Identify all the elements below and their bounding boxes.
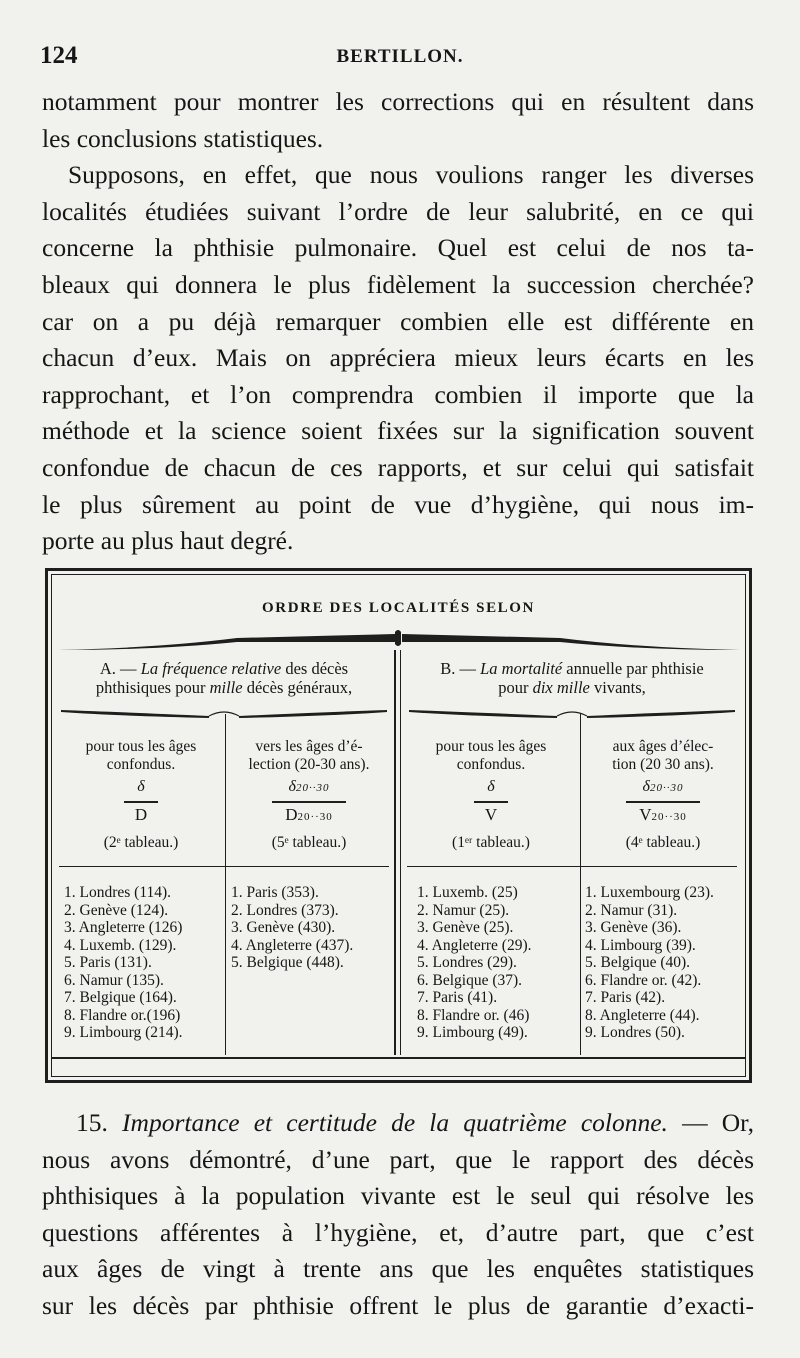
text-line: rapprochant, et l’on comprendra combien il importe que la — [42, 379, 754, 409]
list-item: 9. Limbourg (49). — [417, 1024, 528, 1041]
list-item: 5. Londres (29). — [417, 954, 517, 971]
list-item: 9. Londres (50). — [585, 1024, 685, 1041]
column-divider — [580, 714, 581, 1055]
list-item: 2. Namur (25). — [417, 901, 510, 919]
list-item: 8. Angleterre (44). — [585, 1006, 700, 1024]
column-2-table-ref: (5ᵉ tableau.) — [271, 834, 347, 851]
header-separator — [59, 866, 389, 867]
list-item: 3. Genève (430). — [231, 919, 336, 936]
list-item: 5. Paris (131). — [64, 954, 152, 971]
section-15 — [42, 1105, 754, 1325]
column-3-heading: pour tous les âges confondus. — [435, 738, 547, 773]
list-item: 4. Angleterre (437). — [231, 936, 354, 954]
list-item: 6. Flandre or. (42). — [585, 971, 702, 989]
header-separator — [407, 866, 737, 867]
list-item: 2. Namur (31). — [585, 901, 678, 919]
column-2-heading: vers les âges d’é- lection (20-30 ans). — [248, 738, 370, 773]
list-item: 8. Flandre or.(196) — [64, 1006, 181, 1024]
text-line: car on a pu déjà remarquer combien elle est différente en — [42, 306, 754, 336]
text-line: questions afférentes à l’hygiène, et, d’autre part, que c’est — [42, 1217, 754, 1247]
text-line: porte au plus haut degré. — [42, 526, 294, 556]
intro-paragraphs — [42, 84, 754, 560]
list-item: 4. Limbourg (39). — [585, 936, 696, 954]
text-line: bleaux qui donnera le plus fidèlement la succession cherchée? — [42, 269, 754, 299]
text-line: sur les décès par phthisie offrent le plus de garantie d’exacti- — [42, 1290, 754, 1320]
list-item: 6. Belgique (37). — [417, 971, 523, 989]
text-line: le plus sûrement au point de vue d’hygiène, qui nous im- — [42, 489, 754, 519]
list-item: 2. Londres (373). — [231, 901, 339, 919]
text-line: les conclusions statistiques. — [42, 123, 324, 153]
column-2-ranking — [231, 884, 353, 972]
title-rule — [57, 626, 740, 654]
section-heading-line: 15. Importance et certitude de la quatrième colonne. — Or, — [76, 1108, 755, 1137]
localities-table — [45, 568, 752, 1083]
list-item: 2. Genève (124). — [64, 901, 169, 919]
column-1-heading: pour tous les âges confondus. — [85, 738, 197, 773]
list-item: 7. Paris (42). — [585, 989, 666, 1006]
page-header — [40, 42, 760, 76]
list-item: 1. Londres (114). — [64, 884, 172, 901]
center-divider — [394, 650, 396, 1055]
text-line: méthode et la science soient fixées sur la signification souvent — [42, 416, 754, 446]
column-4-ranking — [585, 884, 714, 1042]
column-3-table-ref: (1ᵉʳ tableau.) — [452, 834, 530, 851]
column-1-table-ref: (2ᵉ tableau.) — [103, 834, 179, 851]
list-item: 1. Luxembourg (23). — [585, 884, 714, 901]
list-item: 6. Namur (135). — [64, 971, 164, 989]
center-divider-inner — [400, 650, 401, 1055]
list-item: 7. Paris (41). — [417, 989, 498, 1006]
column-3-ranking — [417, 884, 532, 1042]
page-number: 124 — [40, 42, 78, 69]
section-b-heading: B. — La mortalité annuelle par phthisie pour dix mille vivants, — [440, 659, 704, 697]
list-item: 5. Belgique (40). — [585, 954, 691, 971]
column-4-heading: aux âges d’élec- tion (20 30 ans). — [612, 738, 714, 773]
column-4-table-ref: (4ᵉ tableau.) — [625, 834, 701, 851]
list-item: 1. Paris (353). — [231, 884, 319, 901]
list-item: 3. Genève (25). — [417, 919, 514, 936]
section-a-rule — [59, 704, 389, 720]
list-item: 3. Genève (36). — [585, 919, 682, 936]
text-line: chacun d’eux. Mais on appréciera mieux leurs écarts en les — [42, 343, 754, 373]
section-a-heading: A. — La fréquence relative des décès phthisiques pour mille décès généraux, — [95, 659, 353, 697]
column-2-ratio: δ20··30 D20··30 — [227, 778, 391, 827]
text-line: nous avons démontré, d’une part, que le rapport des décès — [42, 1144, 754, 1174]
list-item: 1. Luxemb. (25) — [417, 884, 518, 901]
text-line: phthisiques à la population vivante est le seul qui résolve les — [42, 1181, 754, 1211]
section-number: 15. — [76, 1108, 108, 1137]
table-bottom-rule — [51, 1057, 746, 1059]
list-item: 7. Belgique (164). — [64, 989, 177, 1006]
list-item: 4. Luxemb. (129). — [64, 936, 177, 954]
text-line: aux âges de vingt à trente ans que les enquêtes statistiques — [42, 1254, 754, 1284]
list-item: 5. Belgique (448). — [231, 954, 344, 971]
column-divider — [225, 714, 226, 1055]
column-3-ratio: δ V — [405, 778, 577, 827]
table-title: ORDRE DES LOCALITÉS SELON — [262, 600, 535, 616]
list-item: 4. Angleterre (29). — [417, 936, 532, 954]
text-line: concerne la phthisie pulmonaire. Quel est celui de nos ta- — [42, 233, 754, 263]
column-4-ratio: δ20··30 V20··30 — [583, 778, 743, 827]
list-item: 8. Flandre or. (46) — [417, 1006, 530, 1024]
text-line: notamment pour montrer les corrections qui en résultent dans — [42, 87, 754, 116]
section-title: Importance et certitude de la quatrième colonne. — [122, 1108, 668, 1137]
running-title: BERTILLON. — [336, 46, 464, 67]
column-1-ratio: δ D — [59, 778, 223, 827]
text-line: localités étudiées suivant l’ordre de leur salubrité, en ce qui — [42, 196, 754, 226]
text-line: confondue de chacun de ces rapports, et sur celui qui satisfait — [42, 452, 754, 482]
list-item: 3. Angleterre (126) — [64, 919, 183, 936]
text-line: Supposons, en effet, que nous voulions ranger les diverses — [68, 160, 754, 190]
column-1-ranking — [64, 884, 183, 1042]
list-item: 9. Limbourg (214). — [64, 1024, 183, 1041]
section-b-rule — [407, 704, 737, 720]
